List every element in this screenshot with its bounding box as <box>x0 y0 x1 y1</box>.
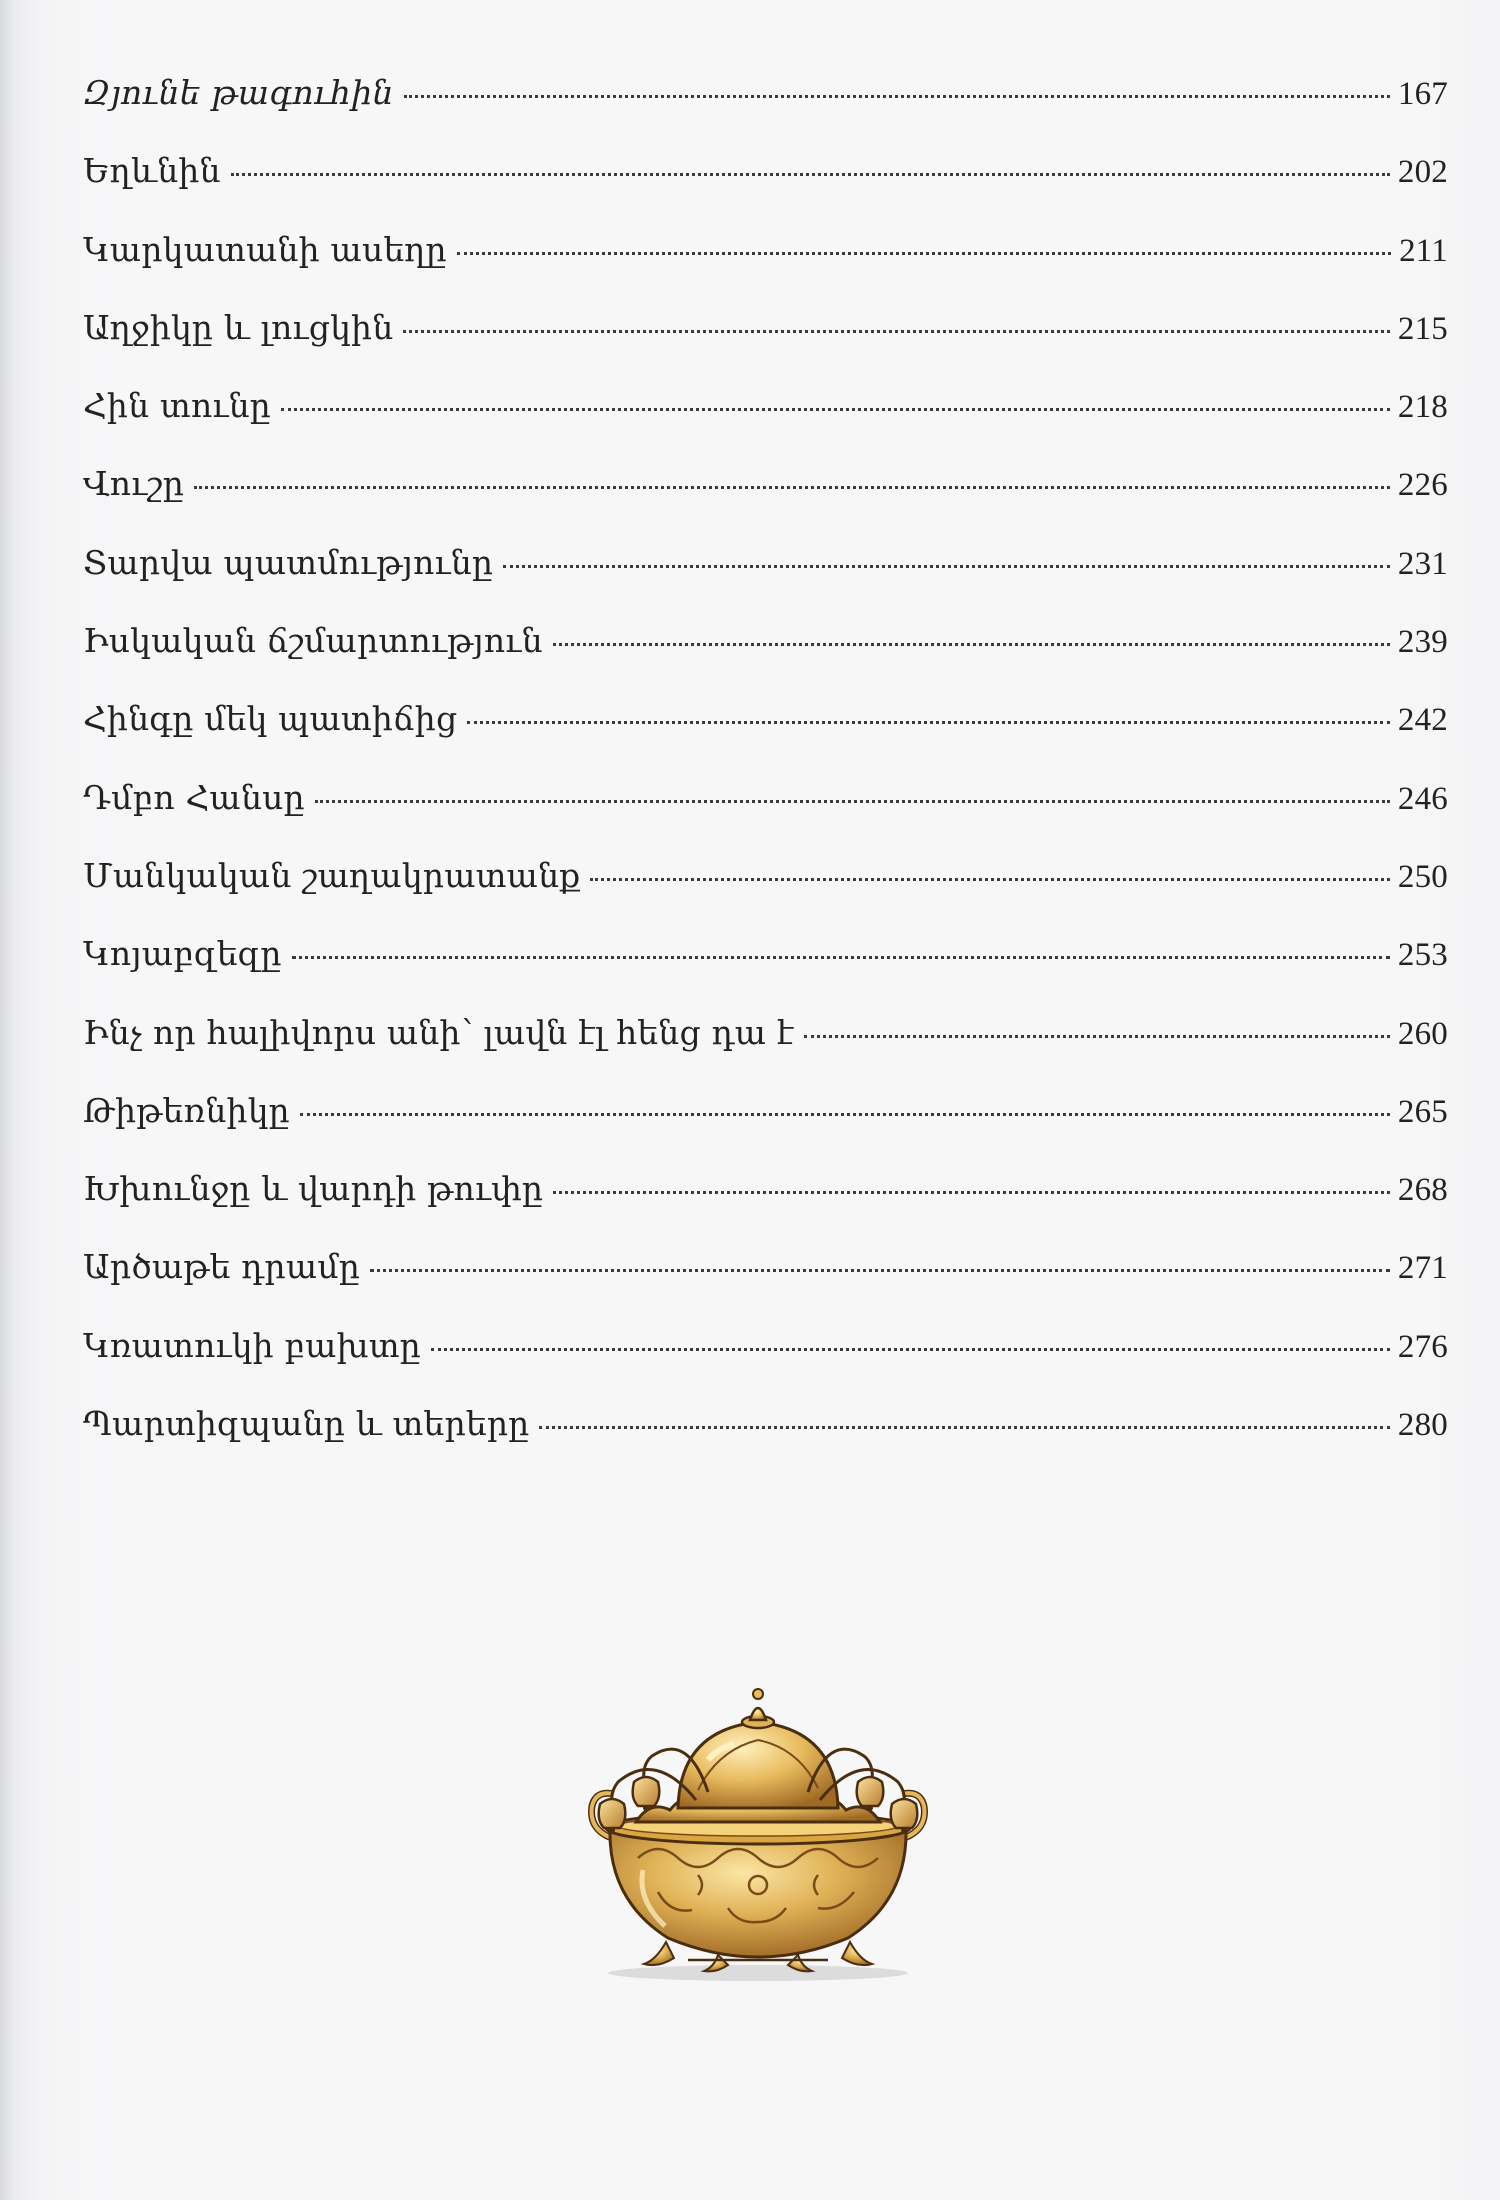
dot-leader <box>590 878 1389 881</box>
toc-entry-title: Իսկական ճշմարտություն <box>83 621 543 661</box>
dot-leader <box>457 252 1391 255</box>
toc-entry-title: Զյունե թագուհին <box>83 73 394 112</box>
dot-leader <box>370 1269 1390 1272</box>
toc-entry-page-number: 242 <box>1397 702 1448 739</box>
dot-leader <box>231 173 1390 176</box>
toc-entry-page-number: 167 <box>1397 76 1448 112</box>
toc-entry-page-number: 215 <box>1397 310 1448 347</box>
toc-entry-title: Թիթեռնիկը <box>83 1090 290 1130</box>
toc-entry-page-number: 276 <box>1397 1328 1448 1365</box>
toc-entry-title: Տարվա պատմությունը <box>83 542 494 582</box>
toc-entry <box>83 464 1448 542</box>
toc-entry-title: Պարտիզպանը և տերերը <box>83 1404 530 1444</box>
toc-entry <box>83 386 1448 464</box>
sugar-bowl-icon <box>548 1680 968 1990</box>
dot-leader <box>431 1348 1390 1351</box>
toc-entry <box>83 543 1448 621</box>
dot-leader <box>404 95 1390 98</box>
toc-entry <box>83 934 1448 1012</box>
dot-leader <box>539 1426 1389 1429</box>
toc-entry <box>83 1169 1448 1247</box>
dot-leader <box>315 800 1390 803</box>
toc-entry <box>83 1013 1448 1091</box>
dot-leader <box>553 1191 1390 1194</box>
toc-entry-title: Աղջիկը և լուցկին <box>83 307 394 347</box>
toc-entry-title: Կոյաբզեզը <box>83 934 282 974</box>
toc-entry <box>83 856 1448 934</box>
toc-entry-title: Կարկատանի ասեղը <box>83 229 447 269</box>
dot-leader <box>403 330 1390 333</box>
toc-entry-page-number: 239 <box>1397 624 1448 661</box>
toc-entry-title: Հինգը մեկ պատիճից <box>83 699 458 739</box>
table-of-contents <box>83 73 1448 1482</box>
dot-leader <box>194 486 1390 489</box>
toc-entry-page-number: 280 <box>1397 1407 1448 1444</box>
toc-entry <box>83 1091 1448 1169</box>
dot-leader <box>503 565 1390 568</box>
toc-entry <box>83 778 1448 856</box>
toc-entry-page-number: 271 <box>1397 1250 1448 1287</box>
toc-entry-page-number: 268 <box>1397 1172 1448 1209</box>
toc-entry-page-number: 246 <box>1397 780 1448 817</box>
toc-entry <box>83 621 1448 699</box>
toc-entry-title: Հին տունը <box>83 386 271 426</box>
toc-entry-page-number: 218 <box>1397 389 1448 426</box>
dot-leader <box>467 721 1390 724</box>
toc-entry <box>83 699 1448 777</box>
toc-entry-title: Խխունջը և վարդի թուփը <box>83 1169 544 1209</box>
toc-entry-page-number: 226 <box>1397 467 1448 504</box>
toc-entry-title: Ինչ որ հալիվորս անի՝ լավն էլ հենց դա է <box>83 1012 794 1052</box>
toc-entry-page-number: 260 <box>1397 1015 1448 1052</box>
dot-leader <box>281 408 1390 411</box>
toc-entry-title: Վուշը <box>83 464 185 504</box>
toc-entry <box>83 308 1448 386</box>
toc-entry-title: Արծաթե դրամը <box>83 1247 361 1287</box>
toc-entry-page-number: 231 <box>1397 545 1448 582</box>
toc-entry <box>83 1247 1448 1325</box>
toc-entry <box>83 230 1448 308</box>
dot-leader <box>300 1113 1390 1116</box>
toc-entry-title: Կռատուկի բախտը <box>83 1325 421 1365</box>
toc-entry-page-number: 211 <box>1399 232 1448 269</box>
toc-entry-title: Դմբո Հանսը <box>83 777 305 817</box>
toc-entry <box>83 151 1448 229</box>
toc-entry-title: Մանկական շաղակրատանք <box>83 855 581 895</box>
dot-leader <box>553 643 1390 646</box>
toc-entry-title: Եղևնին <box>83 151 221 191</box>
toc-entry <box>83 1326 1448 1404</box>
toc-entry-page-number: 265 <box>1397 1093 1448 1130</box>
toc-entry-page-number: 250 <box>1397 858 1448 895</box>
toc-entry-page-number: 202 <box>1397 154 1448 191</box>
toc-entry <box>83 1404 1448 1482</box>
toc-entry-page-number: 253 <box>1397 937 1448 974</box>
dot-leader <box>804 1035 1390 1038</box>
dot-leader <box>292 956 1390 959</box>
toc-entry <box>83 73 1448 151</box>
